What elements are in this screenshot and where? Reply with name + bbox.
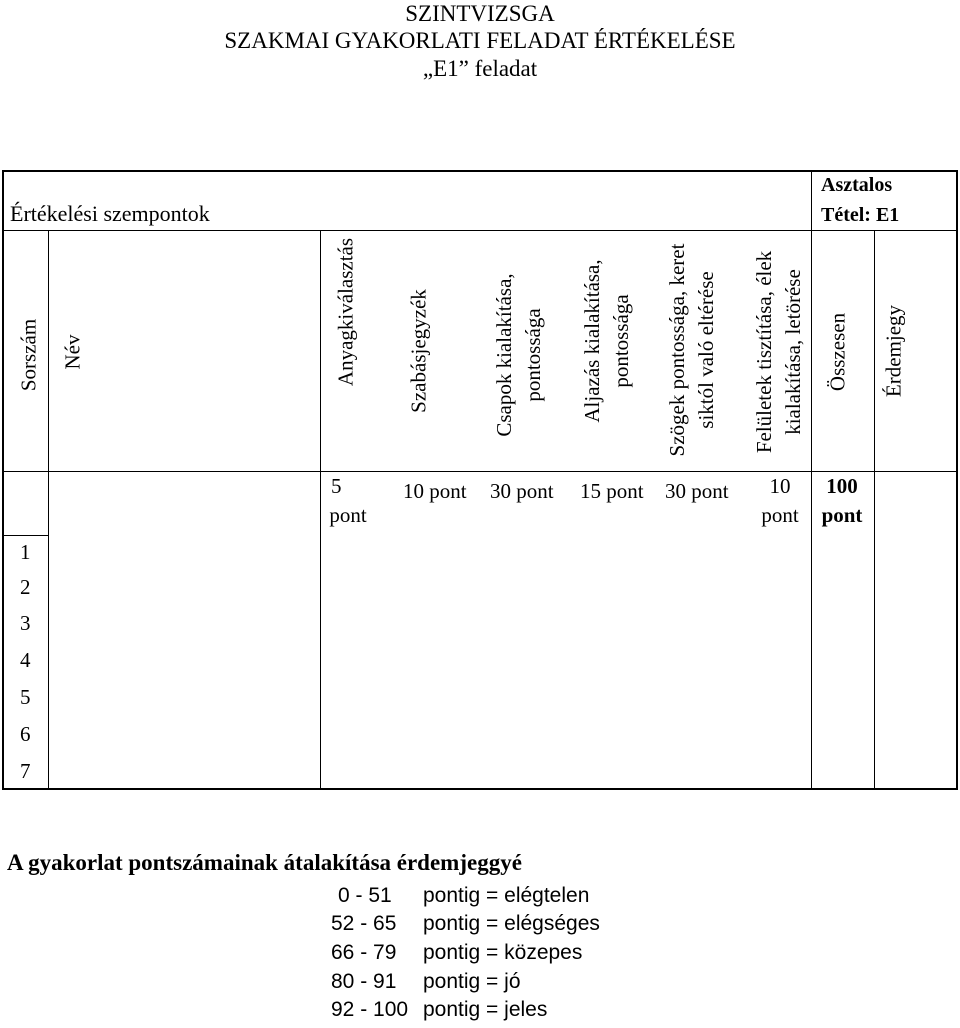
col-header-szabasjegyzek: Szabásjegyzék [406,289,431,413]
title-line-2: SZAKMAI GYAKORLATI FELADAT ÉRTÉKELÉSE [224,28,736,53]
col-header-sorszam: Sorszám [16,318,41,392]
points-csapok: 30 pont [490,479,554,503]
table-border-left [2,170,4,790]
legend-range: 92 - 100 [331,998,409,1021]
points-szabas: 10 pont [403,479,467,503]
points-feluletek-value: 10 [769,474,791,498]
points-szogek: 30 pont [665,479,729,503]
col-line [874,230,875,788]
criteria-label: Értékelési szempontok [10,201,210,226]
header-divider [2,230,958,231]
row-number: 1 [20,540,31,564]
col-header-szogek-line-1: Szögek pontossága, keret [665,243,689,457]
legend-grade: pontig = közepes [423,941,583,964]
col-line [320,230,321,788]
points-aljazas: 15 pont [580,479,644,503]
col-header-csapok [490,273,548,436]
points-anyag-unit: pont [329,503,367,527]
col-header-csapok-line-2: pontossága [521,308,545,402]
points-anyag [323,472,373,530]
row-number: 3 [20,611,31,635]
legend-grade: pontig = jó [423,970,521,993]
row-number: 6 [20,722,31,746]
col-line [811,170,812,788]
col-line [48,230,49,788]
col-header-szogek-line-2: siktól való eltérése [694,271,718,429]
col-header-aljazas-line-1: Aljazás kialakítása, [580,259,604,423]
col-header-nev: Név [60,334,85,370]
col-header-szogek [663,244,721,457]
legend-range: 80 - 91 [331,970,397,993]
legend-grade: pontig = elégtelen [423,884,590,907]
legend-range: 66 - 79 [331,941,397,964]
col-header-aljazas [578,259,636,422]
row-number: 7 [20,759,31,783]
legend-grade: pontig = elégséges [423,912,600,935]
table-border-top [2,170,958,172]
legend-title: A gyakorlat pontszámainak átalakítása érdemjeggyé [7,850,522,875]
col-header-csapok-line-1: Csapok kialakítása, [492,273,516,437]
col-header-feluletek [750,251,808,453]
col-header-feluletek-line-2: kialakítása, letörése [781,269,805,435]
legend-range: 52 - 65 [331,912,397,935]
row-line [2,535,48,536]
row-number: 5 [20,685,31,709]
col-header-feluletek-line-1: Felületek tisztítása, élek [752,250,776,454]
legend-range: 0 - 51 [338,884,392,907]
table-border-bottom [2,788,958,790]
row-number: 4 [20,648,31,672]
col-header-osszesen: Összesen [825,312,850,392]
row-number: 2 [20,575,31,599]
points-anyag-value: 5 [331,474,342,498]
points-osszesen-unit: pont [821,503,863,527]
points-feluletek [752,472,808,530]
table-border-right [956,170,958,790]
asztalos-label: Asztalos [821,174,893,196]
legend-grade: pontig = jeles [423,998,548,1021]
points-feluletek-unit: pont [761,503,799,527]
points-osszesen-value: 100 [826,474,858,498]
tetel-label: Tétel: E1 [821,204,900,226]
col-header-aljazas-line-2: pontossága [609,294,633,388]
col-header-anyagkivalasztas: Anyagkiválasztás [333,237,358,387]
col-header-erdemjegy: Érdemjegy [881,304,906,398]
points-osszesen [813,472,871,530]
title-line-3: „E1” feladat [422,56,538,81]
title-line-1: SZINTVIZSGA [405,1,555,26]
